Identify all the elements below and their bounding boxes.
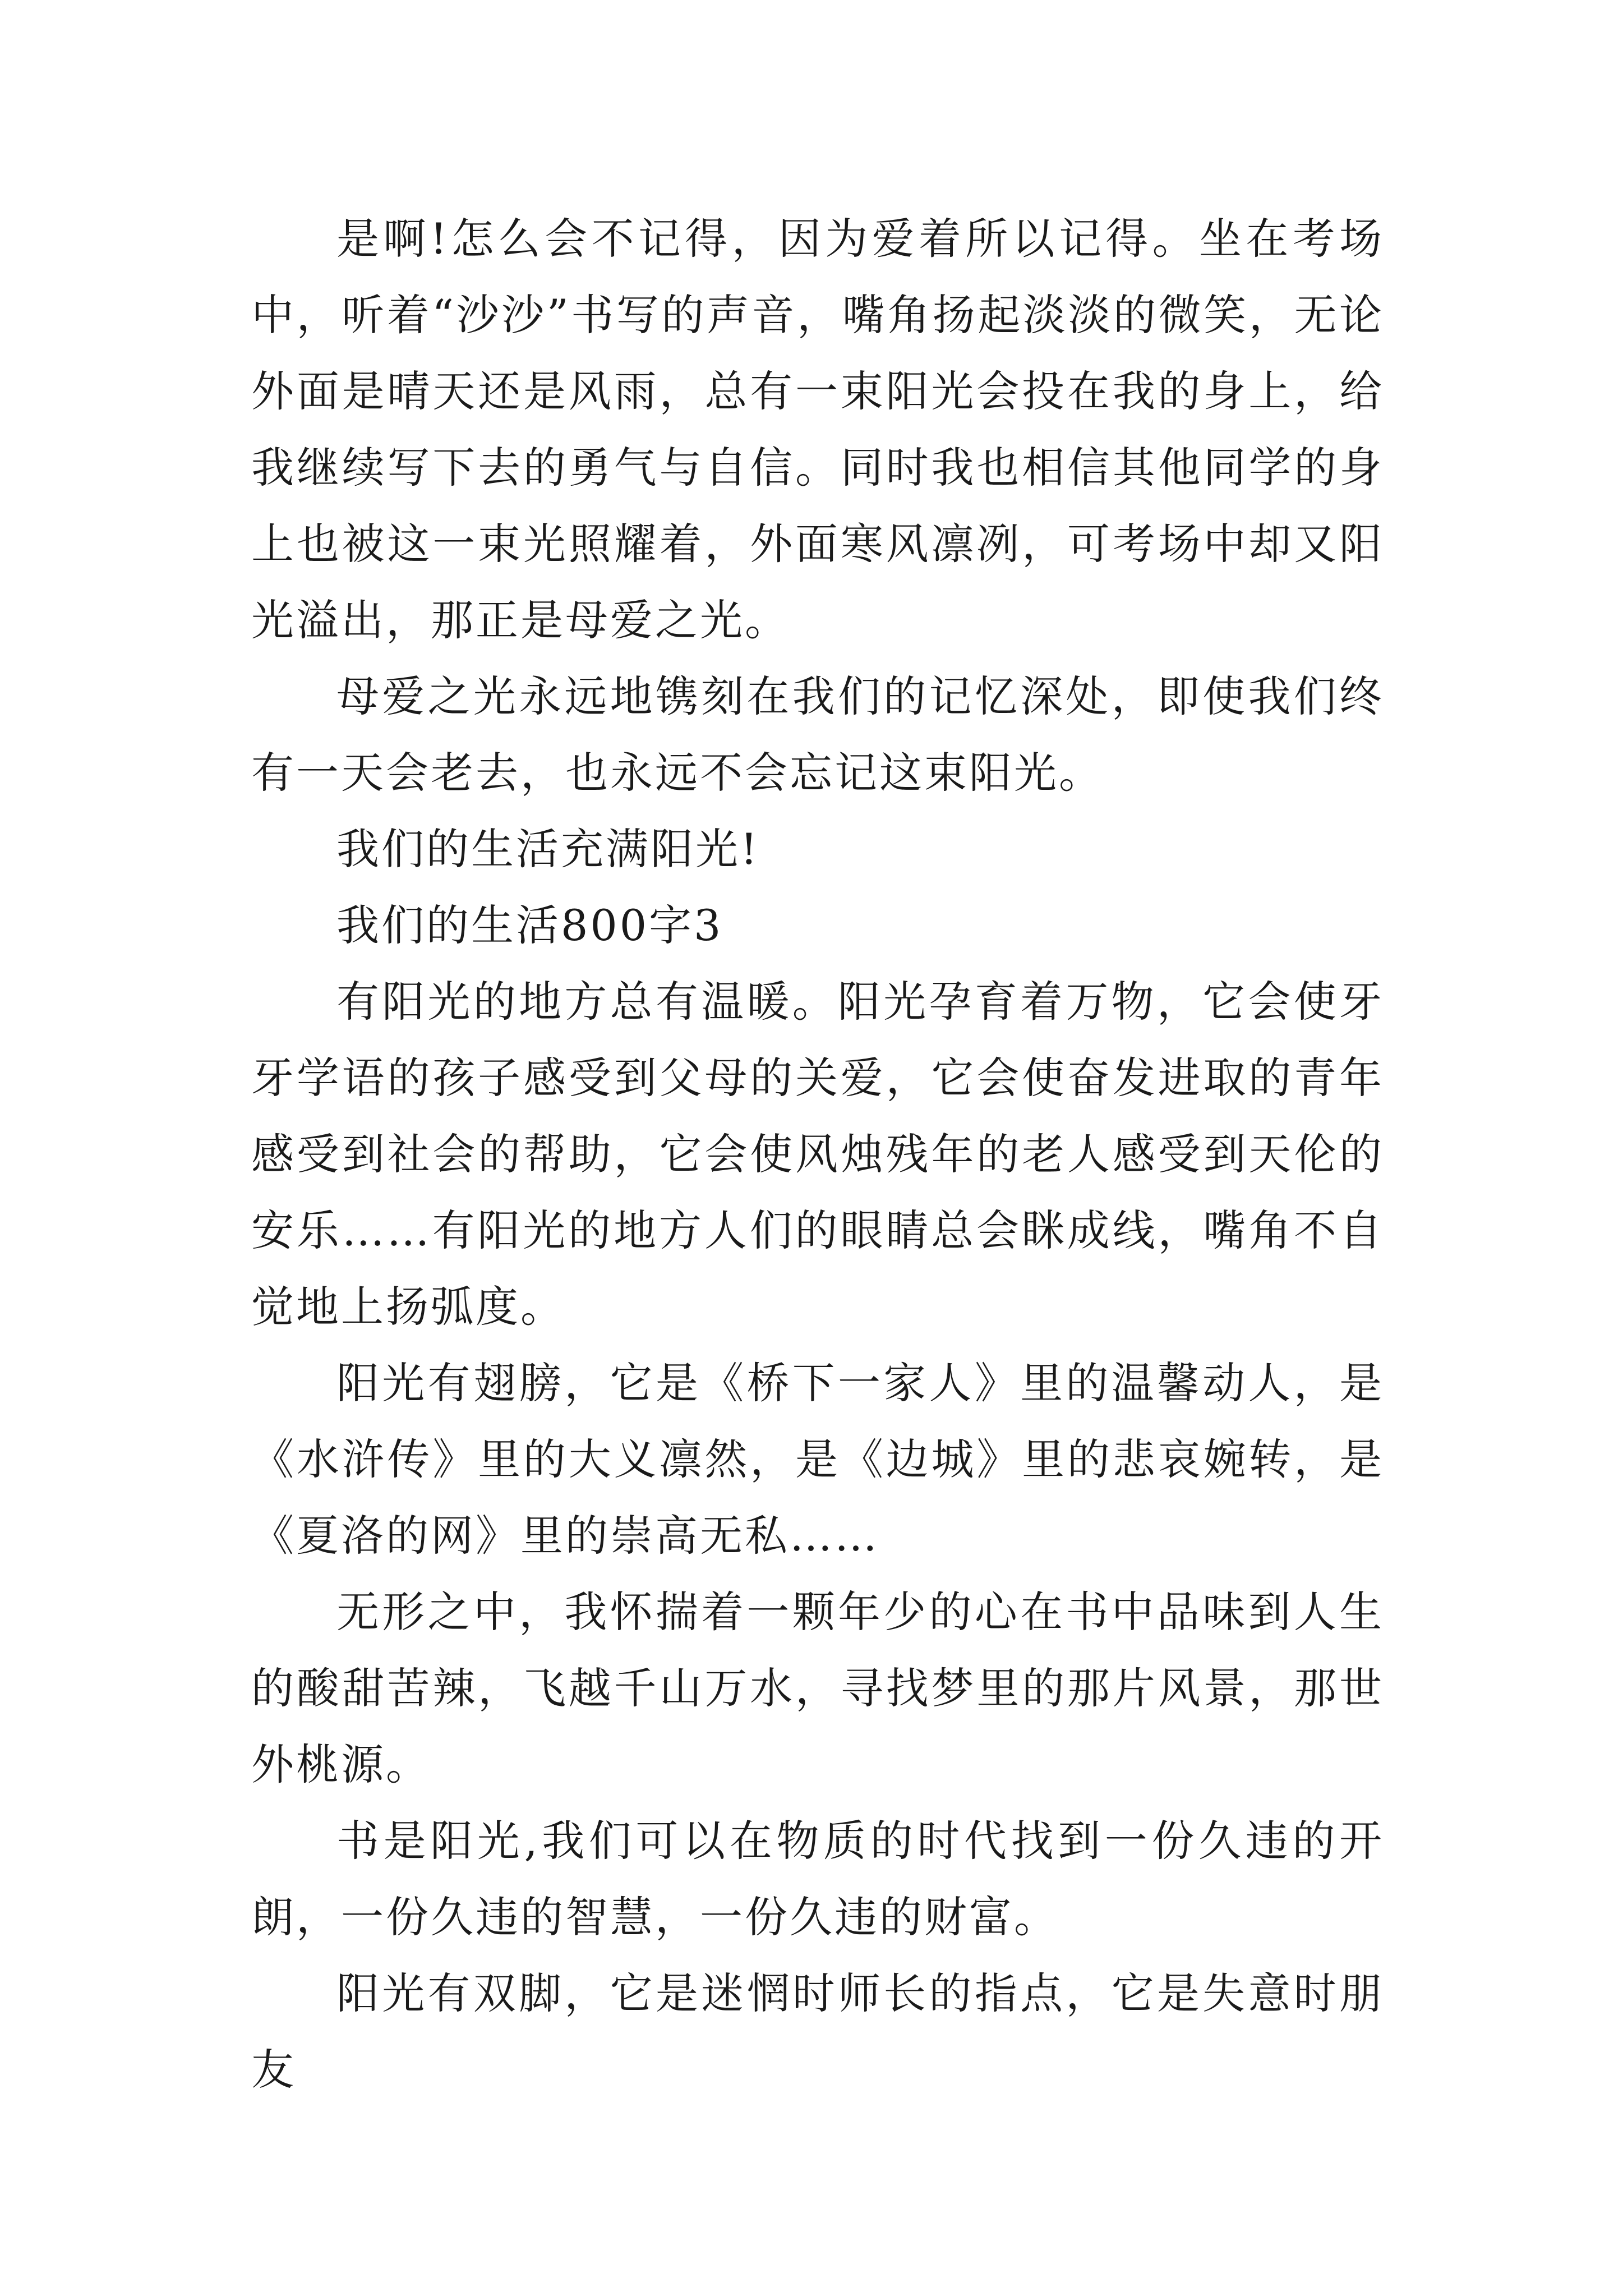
paragraph: 无形之中，我怀揣着一颗年少的心在书中品味到人生的酸甜苦辣，飞越千山万水，寻找梦里的那片风景，那世外桃源。: [251, 1587, 1384, 1789]
paragraph: 母爱之光永远地镌刻在我们的记忆深处，即使我们终有一天会老去，也永远不会忘记这束阳光。: [251, 671, 1384, 798]
paragraph: 有阳光的地方总有温暖。阳光孕育着万物，它会使牙牙学语的孩子感受到父母的关爱，它会使奋发进取的青年感受到社会的帮助，它会使风烛残年的老人感受到天伦的安乐……有阳光的地方人们的眼睛总会眯成线，嘴角不自觉地上扬弧度。: [251, 977, 1384, 1332]
paragraph: 我们的生活充满阳光!: [336, 824, 760, 874]
paragraph: 阳光有双脚，它是迷惘时师长的指点，它是失意时朋友: [251, 1968, 1384, 2095]
paragraph: 书是阳光,我们可以在物质的时代找到一份久违的开朗，一份久违的智慧，一份久违的财富。: [251, 1816, 1384, 1942]
paragraph: 阳光有翅膀，它是《桥下一家人》里的温馨动人，是《水浒传》里的大义凛然，是《边城》里的悲哀婉转，是《夏洛的网》里的崇高无私……: [251, 1358, 1384, 1561]
section-heading: 我们的生活800字3: [336, 900, 723, 950]
document-body: [251, 201, 1384, 2108]
paragraph: 是啊!怎么会不记得，因为爱着所以记得。坐在考场中，听着“沙沙”书写的声音，嘴角扬起淡淡的微笑，无论外面是晴天还是风雨，总有一束阳光会投在我的身上，给我继续写下去的勇气与自信。同时我也相信其他同学的身上也被这一束光照耀着，外面寒风凛冽，可考场中却又阳光溢出，那正是母爱之光。: [251, 214, 1384, 645]
